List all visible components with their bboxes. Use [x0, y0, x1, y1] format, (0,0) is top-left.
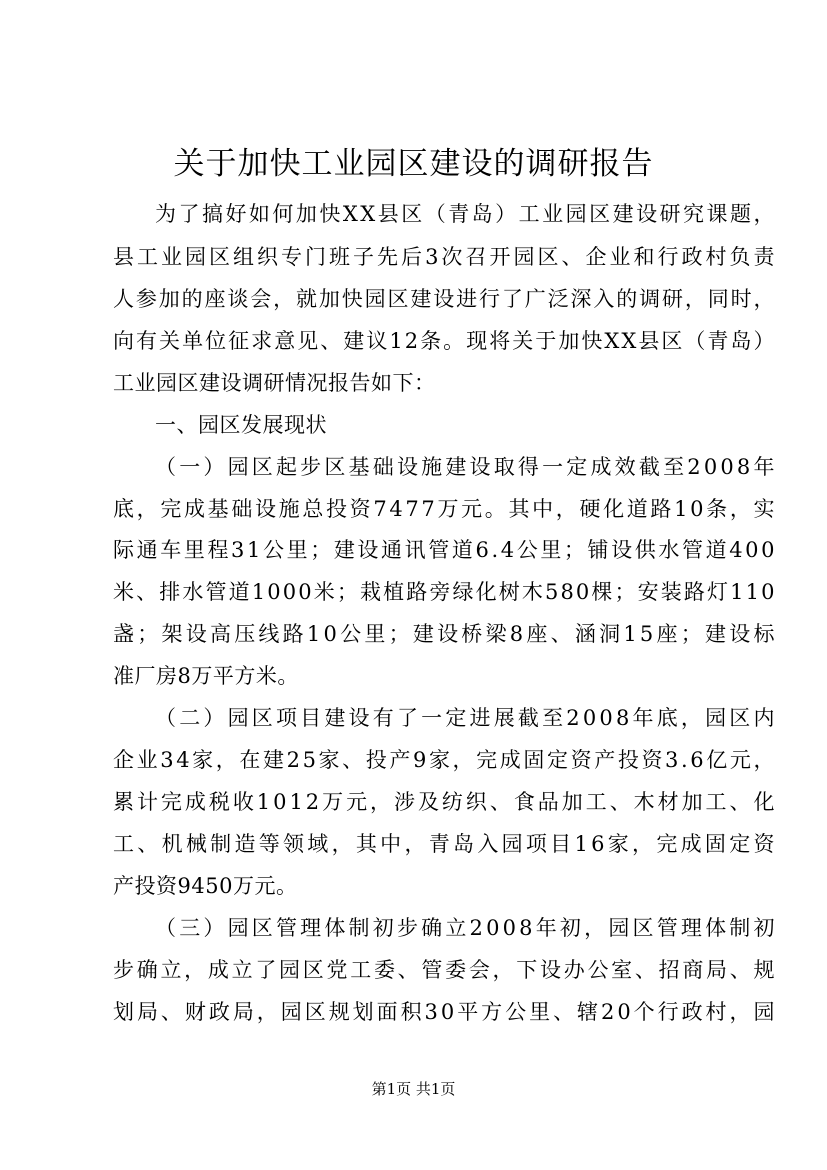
document-title: 关于加快工业园区建设的调研报告: [173, 146, 654, 182]
paragraph-line: 盏；架设高压线路10公里；建设桥梁8座、涵洞15座；建设标: [113, 622, 778, 646]
page-number-footer: 第1页 共1页: [371, 1080, 456, 1098]
paragraph-line: 县工业园区组织专门班子先后3次召开园区、企业和行政村负责: [113, 245, 778, 269]
paragraph-line: 工、机械制造等领域，其中，青岛入园项目16家，完成固定资: [113, 832, 778, 856]
paragraph-line: （二）园区项目建设有了一定进展截至2008年底，园区内: [155, 706, 778, 730]
paragraph-line: 际通车里程31公里；建设通讯管道6.4公里；铺设供水管道400: [113, 538, 778, 562]
paragraph-line: 工业园区建设调研情况报告如下：: [113, 371, 436, 395]
paragraph-line: 为了搞好如何加快XX县区（青岛）工业园区建设研究课题，: [155, 202, 777, 226]
paragraph-line: （三）园区管理体制初步确立2008年初，园区管理体制初: [155, 916, 778, 940]
paragraph-line: 米、排水管道1000米；栽植路旁绿化树木580棵；安装路灯110: [113, 580, 777, 604]
paragraph-line: 划局、财政局，园区规划面积30平方公里、辖20个行政村，园: [113, 1000, 778, 1024]
paragraph-line: 人参加的座谈会，就加快园区建设进行了广泛深入的调研，同时，: [113, 287, 777, 311]
paragraph-line: 产投资9450万元。: [113, 874, 298, 898]
paragraph-line: （一）园区起步区基础设施建设取得一定成效截至2008年: [155, 455, 778, 479]
paragraph-line: 企业34家，在建25家、投产9家，完成固定资产投资3.6亿元，: [113, 748, 778, 772]
section-heading: 一、园区发展现状: [155, 413, 327, 437]
paragraph-line: 步确立，成立了园区党工委、管委会，下设办公室、招商局、规: [113, 958, 778, 982]
paragraph-line: 累计完成税收1012万元，涉及纺织、食品加工、木材加工、化: [113, 790, 778, 814]
paragraph-line: 准厂房8万平方米。: [113, 664, 299, 688]
paragraph-line: 向有关单位征求意见、建议12条。现将关于加快XX县区（青岛）: [113, 329, 777, 353]
paragraph-line: 底，完成基础设施总投资7477万元。其中，硬化道路10条，实: [113, 497, 778, 521]
